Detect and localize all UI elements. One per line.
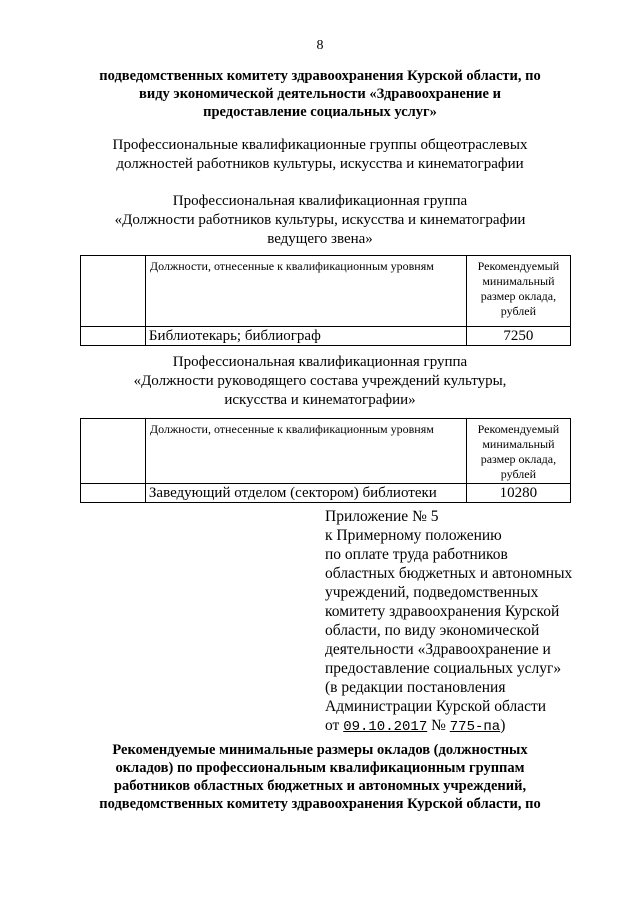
appendix-line: области, по виду экономической — [325, 622, 540, 639]
salary-header-line: минимальный — [482, 274, 555, 288]
top-heading-line: подведомственных комитету здравоохранения Курской области, по — [99, 68, 541, 84]
appendix-line: комитету здравоохранения Курской — [325, 603, 560, 620]
pkg2-title-line: Профессиональная квалификационная группа — [172, 354, 468, 370]
pkg1-title-line: ведущего звена» — [267, 231, 373, 247]
top-heading-line: виду экономической деятельности «Здравоохранение и — [139, 86, 501, 102]
salary-header-line: размер оклада, — [480, 452, 557, 466]
top-heading-line: предоставление социальных услуг» — [203, 104, 437, 120]
salary-header-line: рублей — [500, 304, 537, 318]
group-title — [0, 136, 640, 174]
appendix-line: деятельности «Здравоохранение и — [325, 641, 551, 658]
top-heading — [0, 67, 640, 121]
bottom-heading-line: Рекомендуемые минимальные размеры окладов (должностных — [112, 742, 528, 758]
appendix-line: по оплате труда работников — [325, 546, 508, 563]
salary-header-line: размер оклада, — [480, 289, 557, 303]
level-cell — [81, 327, 146, 346]
salary-header-line: Рекомендуемый — [477, 259, 560, 273]
appendix-line: к Примерному положению — [325, 527, 502, 544]
position-header: Должности, отнесенные к квалификационным уровням — [145, 256, 466, 327]
number-prefix: № — [431, 717, 446, 734]
appendix-line: учреждений, подведомственных — [325, 584, 539, 601]
table-row — [81, 327, 571, 346]
group-title-line: должностей работников культуры, искусства и кинематографии — [116, 156, 524, 172]
appendix-line: Администрации Курской области — [325, 698, 547, 715]
bottom-heading-line: работников областных бюджетных и автономных учреждений, — [113, 778, 527, 794]
bottom-heading — [0, 741, 640, 813]
group-title-line: Профессиональные квалификационные группы общеотраслевых — [112, 137, 528, 153]
salary-header-line: Рекомендуемый — [477, 422, 560, 436]
appendix-line: предоставление социальных услуг» — [325, 660, 562, 677]
pkg2-title-line: «Должности руководящего состава учреждений культуры, — [133, 373, 507, 389]
salary-header-line: рублей — [500, 467, 537, 481]
pkg2-title — [0, 353, 640, 410]
pkg1-title-line: Профессиональная квалификационная группа — [172, 193, 468, 209]
position-cell: Библиотекарь; библиограф — [145, 327, 466, 346]
level-cell — [81, 256, 146, 327]
appendix-date-line — [325, 716, 572, 737]
table-row — [81, 484, 571, 503]
salary-cell: 10280 — [466, 484, 570, 503]
level-cell — [81, 419, 146, 484]
appendix-line: областных бюджетных и автономных — [325, 565, 573, 582]
document-number: 775-па — [449, 719, 501, 735]
position-header: Должности, отнесенные к квалификационным уровням — [145, 419, 466, 484]
appendix-line: Приложение № 5 — [325, 508, 439, 525]
bottom-heading-line: окладов) по профессиональным квалификационным группам — [115, 760, 525, 776]
table-header-row — [81, 419, 571, 484]
level-cell — [81, 484, 146, 503]
position-cell: Заведующий отделом (сектором) библиотеки — [145, 484, 466, 503]
appendix-block — [325, 507, 572, 737]
page-number: 8 — [316, 38, 324, 53]
pkg2-title-line: искусства и кинематографии» — [224, 392, 416, 408]
salary-header — [466, 419, 570, 484]
salary-cell: 7250 — [466, 327, 570, 346]
closing-paren: ) — [500, 717, 506, 734]
pkg1-table — [80, 255, 571, 346]
pkg1-title-line: «Должности работников культуры, искусства и кинематографии — [114, 212, 526, 228]
salary-header-line: минимальный — [482, 437, 555, 451]
table-header-row — [81, 256, 571, 327]
pkg1-title — [0, 192, 640, 249]
appendix-line: (в редакции постановления — [325, 679, 506, 696]
pkg2-table — [80, 418, 571, 503]
date-prefix: от — [325, 717, 340, 734]
document-date: 09.10.2017 — [343, 719, 428, 735]
salary-header — [466, 256, 570, 327]
bottom-heading-line: подведомственных комитету здравоохранения Курской области, по — [99, 796, 541, 812]
